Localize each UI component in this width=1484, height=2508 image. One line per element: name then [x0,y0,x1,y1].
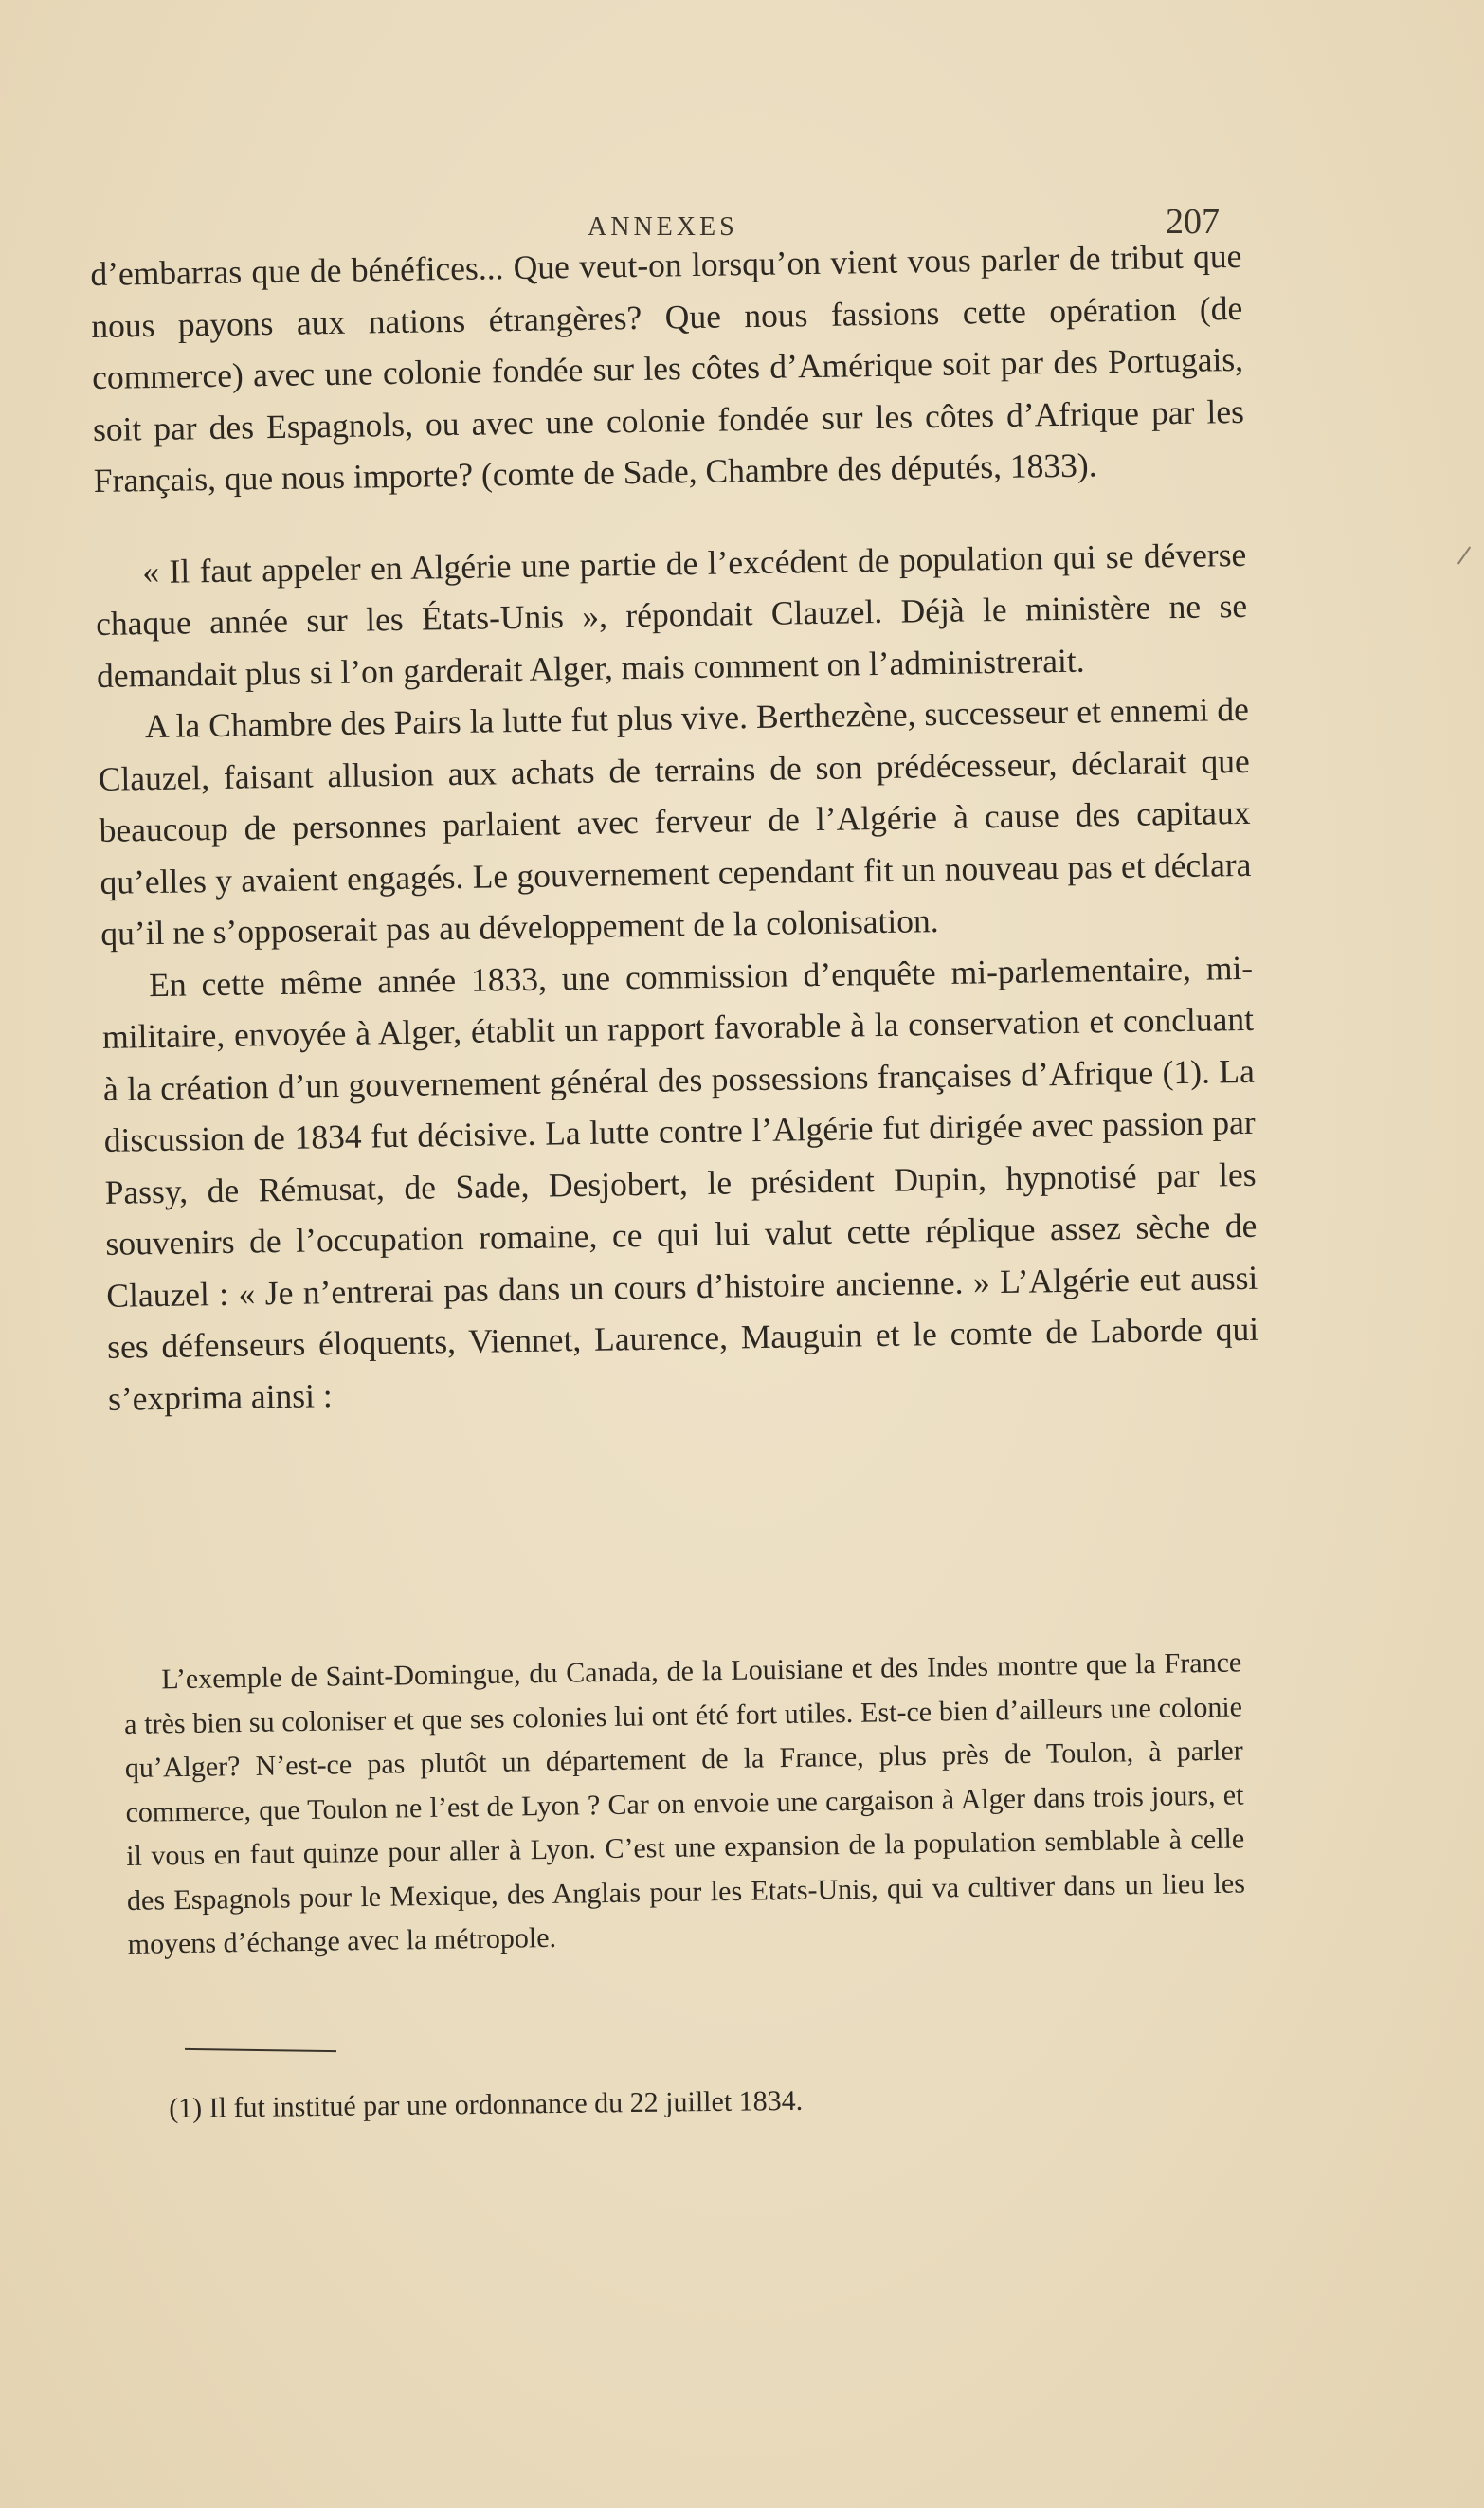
body-text [90,230,1259,1425]
paragraph-chambre-des-pairs: A la Chambre des Pairs la lutte fut plus vive. Berthezène, successeur et ennemi de Clauzel, faisant allusion aux achats de terrains de son prédécesseur, déclarait que beaucoup de personnes parlaient avec ferveur de l’Algérie à cause des capitaux qu’elles y avaient engagés. Le gouvernement cependant fit un nouveau pas et déclara qu’il ne s’opposerait pas au développement de la colonisation. [98,689,1252,953]
paper-mark [1457,546,1471,564]
footnote: (1) Il fut institué par une ordonnance du 22 juillet 1834. [169,2084,804,2124]
footnote-rule [185,2048,336,2052]
block-quote-laborde: L’exemple de Saint-Domingue, du Canada, de la Louisiane et des Indes montre que la France a très bien su coloniser et que ses colonies lui ont été fort utiles. Est-ce bien d’ailleurs une colonie qu’Alger? N’est-ce pas plutôt un département de la France, plus près de Toulon, à parler commerce, que Toulon ne l’est de Lyon ? Car on envoie une cargaison à Alger dans trois jours, et il vous en faut quinze pour aller à Lyon. C’est une expansion de la population semblable à celle des Espagnols pour le Mexique, des Anglais pour les Etats-Unis, qui va cultiver dans un lieu les moyens d’échange avec la métropole. [123,1646,1246,1960]
paragraph-continuation: d’embarras que de bénéfices... Que veut-on lorsqu’on vient vous parler de tribut que nous payons aux nations étrangères? Que nous fassions cette opération (de commerce) avec une colonie fondée sur les côtes d’Amérique soit par des Portugais, soit par des Espagnols, ou avec une colonie fondée sur les côtes d’Afrique par les Français, que nous importe? (comte de Sade, Chambre des députés, 1833). [90,236,1245,500]
page-number: 207 [1166,202,1220,242]
paragraph-commission-1833: En cette même année 1833, une commission d’enquête mi-parlementaire, mi-militaire, envoyée à Alger, établit un rapport favorable à la conservation et concluant à la création d’un gouvernement général des possessions françaises d’Afrique (1). La discussion de 1834 fut décisive. La lutte contre l’Algérie fut dirigée avec passion par Passy, de Rémusat, de Sade, Desjobert, le président Dupin, hypnotisé par les souvenirs de l’occupation romaine, ce qui lui valut cette réplique assez sèche de Clauzel : « Je n’entrerai pas dans un cours d’histoire ancienne. » L’Algérie eut aussi ses défenseurs éloquents, Viennet, Laurence, Mauguin et le comte de Laborde qui s’exprima ainsi : [101,948,1259,1418]
running-title: ANNEXES [588,212,738,242]
paragraph-clauzel-reply: « Il faut appeler en Algérie une partie de l’excédent de population qui se déverse chaque année sur les États-Unis », répondait Clauzel. Déjà le ministère ne se demandait plus si l’on garderait Alger, mais comment on l’administrerait. [95,535,1248,695]
